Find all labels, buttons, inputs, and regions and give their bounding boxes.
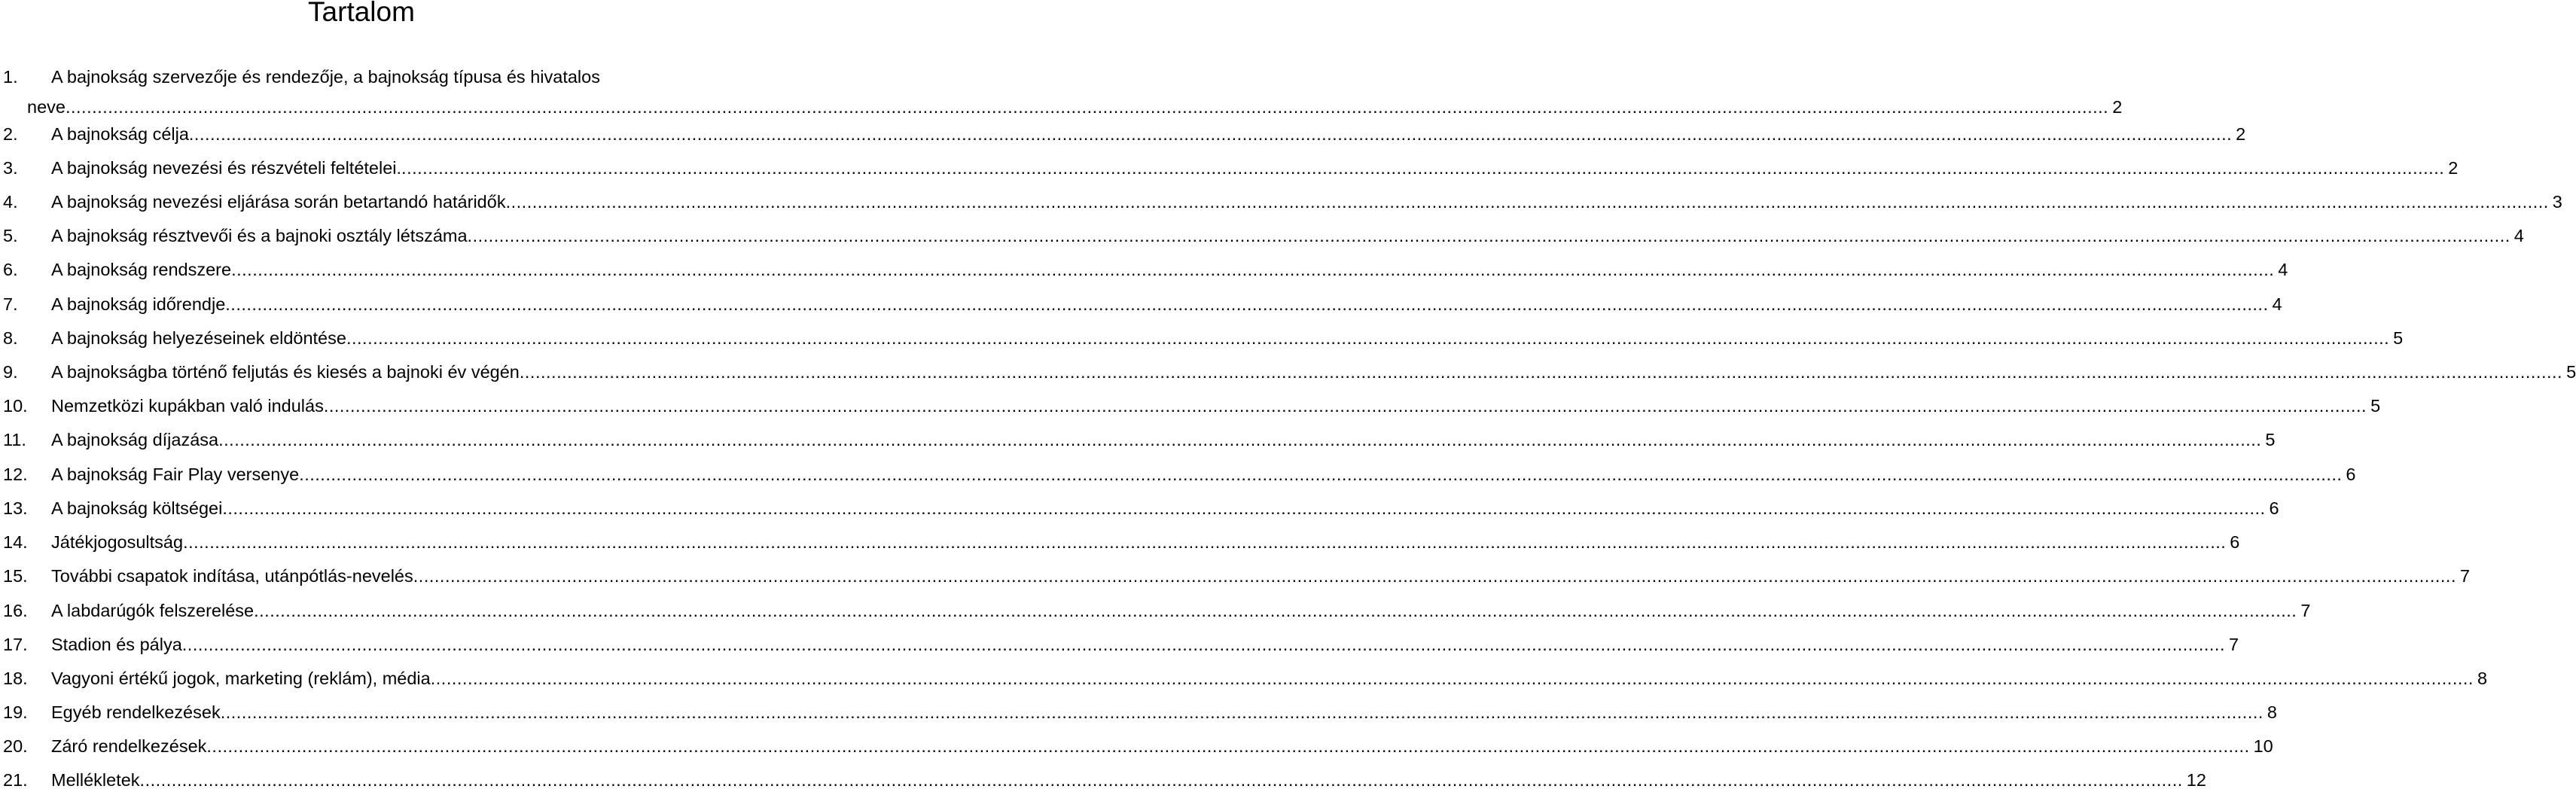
toc-entry-21[interactable] — [3, 768, 2206, 792]
toc-entry-number: 5. — [3, 226, 18, 245]
toc-entry-11[interactable] — [3, 428, 2276, 452]
toc-entry-19[interactable] — [3, 700, 2277, 724]
toc-entry-title: A bajnokságba történő feljutás és kiesés a bajnoki év végén — [51, 362, 520, 382]
toc-entry-page: 4 — [2272, 294, 2282, 314]
toc-dot-leader — [299, 462, 2342, 486]
toc-entry-page: 7 — [2300, 601, 2311, 620]
toc-entry-title: A bajnokság helyezéseinek eldöntése — [51, 328, 346, 348]
toc-entry-page: 6 — [2269, 498, 2279, 518]
toc-entry-number: 16. — [3, 601, 28, 620]
toc-dot-leader — [231, 257, 2274, 282]
toc-dot-leader — [506, 190, 2549, 214]
toc-dot-leader — [254, 599, 2297, 623]
toc-entry-17[interactable] — [3, 632, 2239, 656]
toc-entry-page: 7 — [2228, 635, 2239, 654]
toc-entry-title: A bajnokság nevezési eljárása során betartandó határidők — [51, 192, 506, 212]
toc-dot-leader — [206, 734, 2249, 758]
toc-entry-7[interactable] — [3, 292, 2282, 316]
toc-entry-title: Mellékletek — [51, 770, 140, 790]
toc-entry-page: 10 — [2253, 736, 2273, 756]
toc-entry-title: Egyéb rendelkezések — [51, 702, 221, 722]
toc-entry-14[interactable] — [3, 530, 2240, 554]
toc-entry-number: 15. — [3, 566, 28, 586]
toc-dot-leader — [189, 122, 2232, 146]
toc-entry-12[interactable] — [3, 462, 2356, 486]
toc-dot-leader — [66, 95, 2108, 119]
toc-dot-leader — [431, 666, 2474, 690]
toc-entry-page: 4 — [2278, 260, 2288, 279]
toc-entry-page: 3 — [2552, 192, 2562, 212]
toc-dot-leader — [218, 428, 2261, 452]
toc-entry-page: 5 — [2370, 396, 2381, 416]
toc-entry-2[interactable] — [3, 122, 2246, 146]
toc-entry-1[interactable] — [3, 65, 2123, 119]
toc-dot-leader — [520, 360, 2562, 384]
toc-entry-page: 8 — [2477, 669, 2488, 688]
toc-entry-title: A bajnokság nevezési és részvételi feltételei. — [51, 158, 402, 178]
toc-entry-10[interactable] — [3, 394, 2381, 418]
toc-entry-page: 5 — [2393, 328, 2404, 348]
toc-dot-leader — [140, 768, 2183, 792]
toc-entry-15[interactable] — [3, 564, 2471, 588]
toc-entry-page: 2 — [2448, 158, 2459, 178]
toc-entry-number: 3. — [3, 158, 18, 178]
toc-entry-20[interactable] — [3, 734, 2273, 758]
toc-dot-leader — [182, 632, 2225, 656]
toc-entry-title: További csapatok indítása, utánpótlás-nevelés — [51, 566, 413, 586]
page-title: Tartalom — [308, 0, 415, 27]
toc-entry-number: 20. — [3, 736, 28, 756]
toc-entry-title: Játékjogosultság — [51, 532, 184, 552]
toc-entry-number: 6. — [3, 260, 18, 279]
toc-entry-number: 7. — [3, 294, 18, 314]
toc-entry-number: 18. — [3, 669, 28, 688]
toc-entry-page: 5 — [2566, 362, 2576, 382]
toc-dot-leader — [183, 530, 2226, 554]
toc-entry-page: 8 — [2267, 702, 2277, 722]
toc-entry-title: Nemzetközi kupákban való indulás — [51, 396, 324, 416]
toc-entry-4[interactable] — [3, 190, 2562, 214]
toc-entry-title: A bajnokság résztvevői és a bajnoki osztály létszáma — [51, 226, 468, 245]
toc-entry-number: 8. — [3, 328, 18, 348]
toc-entry-number: 17. — [3, 635, 28, 654]
toc-entry-number: 14. — [3, 532, 28, 552]
toc-dot-leader — [346, 326, 2389, 350]
toc-dot-leader — [413, 564, 2456, 588]
toc-entry-title: A bajnokság Fair Play versenye — [51, 465, 300, 484]
toc-entry-9[interactable] — [3, 360, 2576, 384]
toc-entry-title: A labdarúgók felszerelése — [51, 601, 255, 620]
toc-dot-leader — [324, 394, 2367, 418]
toc-entry-8[interactable] — [3, 326, 2404, 350]
toc-entry-18[interactable] — [3, 666, 2488, 690]
toc-entry-number: 13. — [3, 498, 28, 518]
toc-entry-title-line2: neve — [27, 97, 66, 117]
toc-entry-page: 6 — [2346, 465, 2356, 484]
toc-entry-number: 21. — [3, 770, 28, 790]
toc-entry-number: 11. — [3, 430, 26, 449]
toc-dot-leader — [468, 224, 2510, 248]
toc-entry-3[interactable] — [3, 156, 2459, 180]
toc-entry-16[interactable] — [3, 599, 2311, 623]
toc-entry-number: 10. — [3, 396, 28, 416]
toc-entry-5[interactable] — [3, 224, 2524, 248]
toc-entry-title: A bajnokság célja — [51, 124, 189, 144]
toc-entry-13[interactable] — [3, 496, 2279, 520]
toc-entry-page: 2 — [2236, 124, 2246, 144]
toc-dot-leader — [221, 700, 2264, 724]
toc-entry-number: 12. — [3, 465, 28, 484]
toc-dot-leader — [222, 496, 2265, 520]
toc-entry-title: Záró rendelkezések — [51, 736, 207, 756]
toc-entry-page: 7 — [2459, 566, 2471, 586]
toc-dot-leader — [225, 292, 2268, 316]
toc-dot-leader — [401, 156, 2444, 180]
toc-entry-title: Stadion és pálya — [51, 635, 182, 654]
toc-entry-number: 4. — [3, 192, 18, 212]
toc-entry-page: 12 — [2186, 770, 2206, 790]
toc-entry-number: 1. — [3, 67, 18, 87]
toc-entry-title: A bajnokság időrendje — [51, 294, 226, 314]
toc-entry-page: 5 — [2265, 430, 2276, 449]
toc-entry-page: 6 — [2230, 532, 2240, 552]
toc-entry-6[interactable] — [3, 257, 2288, 282]
toc-entry-title: Vagyoni értékű jogok, marketing (reklám), média — [51, 669, 431, 688]
toc-entry-title: A bajnokság költségei — [51, 498, 223, 518]
toc-entry-number: 2. — [3, 124, 18, 144]
toc-entry-title: A bajnokság rendszere — [51, 260, 232, 279]
toc-entry-number: 9. — [3, 362, 18, 382]
toc-entry-number: 19. — [3, 702, 28, 722]
toc-entry-title-line1: A bajnokság szervezője és rendezője, a bajnokság típusa és hivatalos — [51, 67, 600, 87]
toc-entry-title: A bajnokság díjazása — [51, 430, 219, 449]
toc-entry-page: 2 — [2112, 97, 2123, 117]
toc-entry-page: 4 — [2514, 226, 2524, 245]
